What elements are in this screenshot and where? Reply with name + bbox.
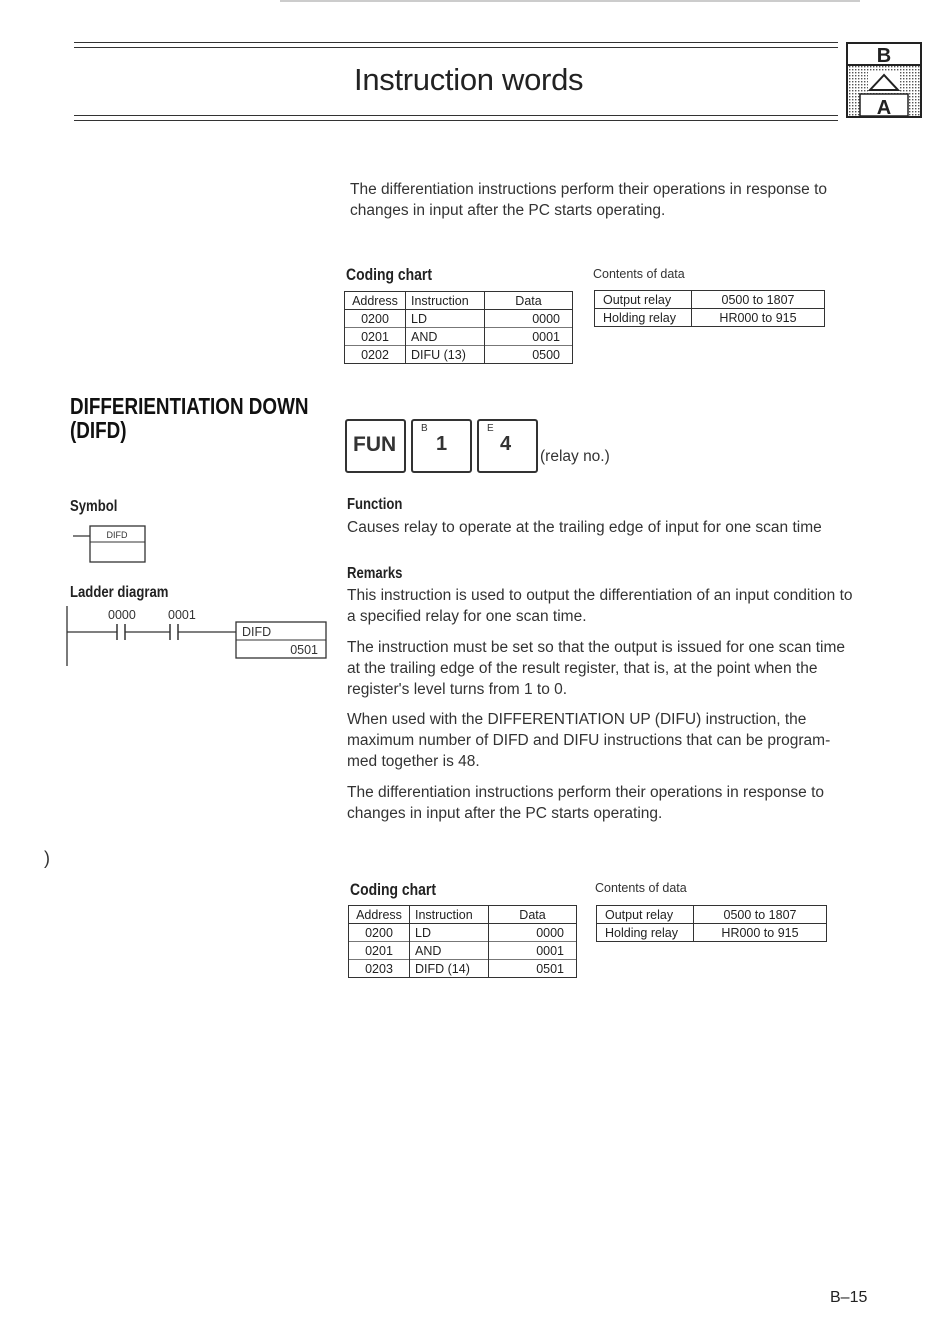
remarks-paragraph-1: This instruction is used to output the differentiation of an input condition to a specified relay for one scan time. <box>347 587 853 625</box>
output-box-name: DIFD <box>242 625 272 639</box>
col-header-instruction: Instruction <box>406 292 485 310</box>
coding-chart-2-label: Coding chart <box>350 880 436 899</box>
table-row <box>349 924 577 942</box>
symbol-box-text: DIFD <box>106 530 128 540</box>
page-title: Instruction words <box>354 62 584 97</box>
col-header-data: Data <box>485 292 573 310</box>
ladder-graphic <box>62 604 334 670</box>
cell-address: 0201 <box>349 942 410 960</box>
badge-letter-a: A <box>876 97 892 118</box>
header-rule-bottom-2 <box>74 120 838 121</box>
cell-address: 0200 <box>345 310 406 328</box>
cell-address: 0203 <box>349 960 410 978</box>
remarks-paragraph-4: The differentiation instructions perform their operations in response to changes in input after the PC starts operating. <box>347 784 825 822</box>
scan-edge-line <box>280 0 860 2</box>
table-row <box>597 924 827 942</box>
header-rule-top-1 <box>74 42 838 43</box>
ladder-label: Ladder diagram <box>70 584 169 601</box>
fun-key-label: FUN <box>353 433 397 456</box>
badge-letter-b: B <box>876 45 892 67</box>
fun-key <box>345 419 406 473</box>
cell-instruction: DIFD (14) <box>410 960 489 978</box>
col-header-address: Address <box>345 292 406 310</box>
difd-symbol <box>70 524 150 564</box>
header-rule-top-2 <box>74 47 838 48</box>
table-row <box>349 960 577 978</box>
cell-data: 0001 <box>485 328 573 346</box>
section-badge-graphic <box>846 42 922 118</box>
contact-0000-label: 0000 <box>108 608 136 622</box>
key-1-sup: B <box>421 423 428 434</box>
cell-instruction: DIFU (13) <box>406 346 485 364</box>
table-row <box>597 906 827 924</box>
cell-relay-type: Holding relay <box>595 309 692 327</box>
cell-instruction: AND <box>410 942 489 960</box>
table-row <box>349 942 577 960</box>
cell-relay-range: 0500 to 1807 <box>694 906 827 924</box>
table-row <box>345 346 573 364</box>
cell-address: 0201 <box>345 328 406 346</box>
cell-relay-type: Output relay <box>597 906 694 924</box>
coding-chart-2-table <box>348 905 577 978</box>
output-box-value: 0501 <box>290 643 318 657</box>
ladder-diagram <box>62 604 334 670</box>
col-header-address: Address <box>349 906 410 924</box>
table-header-row <box>345 292 573 310</box>
section-heading-line1: DIFFERIENTIATION DOWN <box>70 393 309 419</box>
table-header-row <box>349 906 577 924</box>
cell-relay-type: Holding relay <box>597 924 694 942</box>
key-4 <box>477 419 538 473</box>
table-row <box>345 328 573 346</box>
key-4-sup: E <box>487 423 494 434</box>
cell-data: 0000 <box>489 924 577 942</box>
col-header-data: Data <box>489 906 577 924</box>
key-4-label: 4 <box>500 433 512 455</box>
cell-instruction: LD <box>410 924 489 942</box>
remarks-label: Remarks <box>347 565 403 582</box>
cell-address: 0202 <box>345 346 406 364</box>
symbol-label: Symbol <box>70 498 118 515</box>
cell-relay-range: HR000 to 915 <box>692 309 825 327</box>
cell-data: 0000 <box>485 310 573 328</box>
cell-relay-range: 0500 to 1807 <box>692 291 825 309</box>
contents-1-label: Contents of data <box>593 267 685 281</box>
cell-data: 0001 <box>489 942 577 960</box>
contents-2-table <box>596 905 827 942</box>
page-number: B–15 <box>830 1289 868 1306</box>
contents-1-table <box>594 290 825 327</box>
relay-note: (relay no.) <box>540 448 610 465</box>
symbol-graphic <box>70 524 150 564</box>
header-rule-bottom-1 <box>74 115 838 116</box>
function-label: Function <box>347 496 403 513</box>
section-heading <box>70 394 309 442</box>
cell-data: 0500 <box>485 346 573 364</box>
function-text: Causes relay to operate at the trailing edge of input for one scan time <box>347 519 822 536</box>
key-1-label: 1 <box>436 433 448 455</box>
cell-instruction: LD <box>406 310 485 328</box>
margin-mark: ) <box>44 848 50 868</box>
section-badge <box>846 42 922 118</box>
cell-address: 0200 <box>349 924 410 942</box>
remarks-paragraph-3: When used with the DIFFERENTIATION UP (DIFU) instruction, the maximum number of DIFD and DIFU instructions that can be program-med together is 48. <box>347 711 831 770</box>
cell-relay-type: Output relay <box>595 291 692 309</box>
cell-instruction: AND <box>406 328 485 346</box>
intro-paragraph: The differentiation instructions perform their operations in response to changes in input after the PC starts operating. <box>350 181 828 219</box>
cell-data: 0501 <box>489 960 577 978</box>
remarks-paragraph-2: The instruction must be set so that the output is issued for one scan time at the trailing edge of the result register, that is, at the point when the register's level turns from 1 to 0. <box>347 639 845 698</box>
coding-chart-1-table <box>344 291 573 364</box>
section-heading-line2: (DIFD) <box>70 417 127 443</box>
coding-chart-1-label: Coding chart <box>346 265 432 284</box>
cell-relay-range: HR000 to 915 <box>694 924 827 942</box>
table-row <box>595 309 825 327</box>
contact-0001-label: 0001 <box>168 608 196 622</box>
col-header-instruction: Instruction <box>410 906 489 924</box>
key-1 <box>411 419 472 473</box>
contents-2-label: Contents of data <box>595 881 687 895</box>
table-row <box>595 291 825 309</box>
table-row <box>345 310 573 328</box>
